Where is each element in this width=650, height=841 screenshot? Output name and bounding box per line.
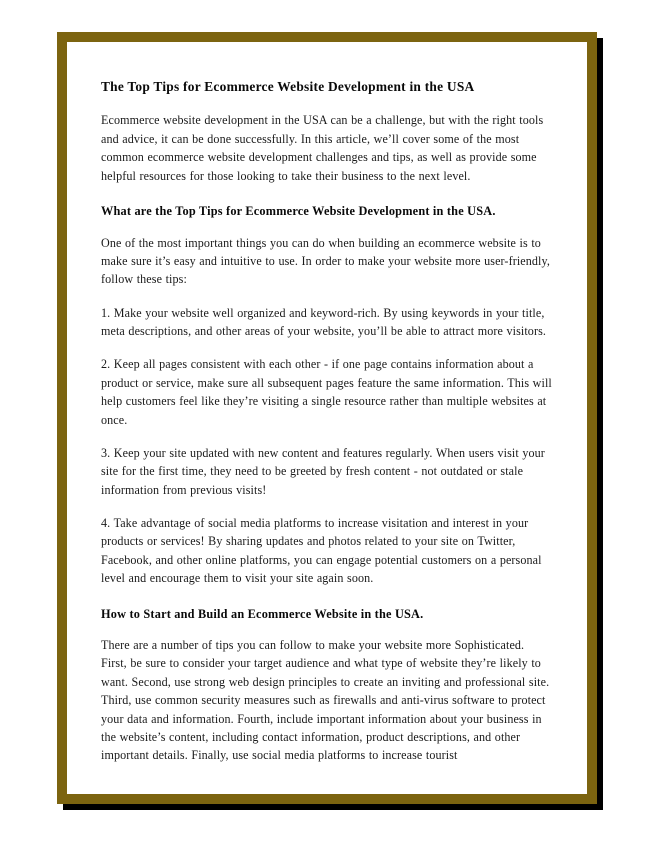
list-item-tip-4: 4. Take advantage of social media platforms to increase visitation and interest in your products or services! By sharing updates and photos related to your site on Twitter, Facebook, and other online platforms, you can engage potential customers on a personal level and encourage them to visit your site again soon.: [101, 516, 542, 586]
page-title: The Top Tips for Ecommerce Website Development in the USA: [101, 79, 475, 94]
section-heading-how-to-start: How to Start and Build an Ecommerce Website in the USA.: [101, 606, 424, 621]
page-content-area: [67, 42, 587, 794]
paragraph: One of the most important things you can do when building an ecommerce website is to make sure it’s easy and intuitive to use. In order to make your website more user-friendly, follow these tips:: [101, 235, 550, 287]
list-item-tip-2: 2. Keep all pages consistent with each other - if one page contains information about a product or service, make sure all subsequent pages feature the same information. This will help customers feel like they’re visiting a single resource rather than multiple websites at once.: [101, 357, 552, 427]
page-frame-border: [57, 32, 597, 804]
list-item-tip-1: 1. Make your website well organized and keyword-rich. By using keywords in your title, meta descriptions, and other areas of your website, you’ll be able to attract more visitors.: [101, 305, 547, 339]
intro-paragraph: Ecommerce website development in the USA can be a challenge, but with the right tools and advice, it can be done successfully. In this article, we’ll cover some of the most common ecommerce website development challenges and tips, as well as provide some helpful resources for those looking to take their business to the next level.: [101, 113, 544, 183]
document-body: [101, 78, 553, 765]
list-item-tip-3: 3. Keep your site updated with new content and features regularly. When users visit your site for the first time, they need to be greeted by fresh content - not outdated or stale information from previous visits!: [101, 445, 545, 497]
paragraph: There are a number of tips you can follow to make your website more Sophisticated. First, be sure to consider your target audience and what type of website they’re likely to want. Second, use strong web design principles to create an inviting and professional site. Third, use common security measures such as firewalls and anti-virus software to protect your data and information. Fourth, include important information about your business in the website’s content, including contact information, product descriptions, and other important details. Finally, use social media platforms to increase tourist: [101, 638, 550, 763]
section-heading-top-tips: What are the Top Tips for Ecommerce Website Development in the USA.: [101, 203, 496, 218]
